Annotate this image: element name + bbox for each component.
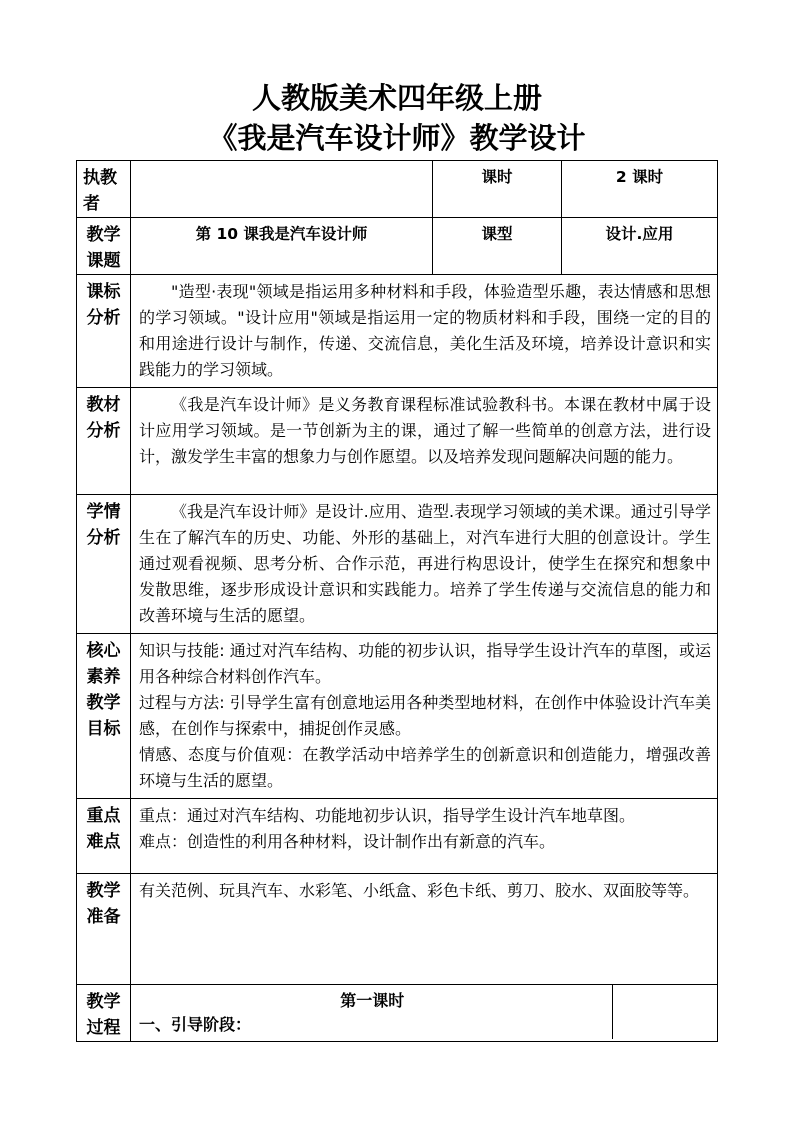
standards-label — [77, 275, 131, 388]
table-row-keypoints — [77, 799, 718, 874]
keypoints-label-a: 重点 — [86, 806, 121, 826]
period-label: 课时 — [433, 161, 562, 218]
standards-text: "造型·表现"领域是指运用多种材料和手段，体验造型乐趣，表达情感和思想的学习领域。"设计应用"领域是指运用一定的物质材料和手段，围绕一定的目的和用途进行设计与制作，传递、交流信息，美化生活及环境，培养设计意识和实践能力的学习领域。 — [139, 282, 711, 379]
table-row-goals — [77, 634, 718, 799]
standards-label-a: 课标 — [86, 282, 121, 302]
teacher-value — [131, 161, 433, 218]
students-label-b: 分析 — [86, 528, 121, 548]
goals-label-b: 素养 — [86, 667, 121, 687]
keypoint-difficulty: 难点：创造性的利用各种材料，设计制作出有新意的汽车。 — [139, 832, 556, 851]
type-label: 课型 — [433, 218, 562, 275]
preparation-text-cell — [131, 874, 718, 985]
stage-heading: 一、引导阶段： — [139, 1015, 252, 1034]
students-label-a: 学情 — [86, 502, 121, 522]
topic-label — [77, 218, 131, 275]
process-label-b: 过程 — [86, 1018, 121, 1038]
table-row-teacher — [77, 161, 718, 218]
session-heading: 第一课时 — [340, 991, 405, 1010]
keypoints-label — [77, 799, 131, 874]
doc-subtitle: 《我是汽车设计师》教学设计 — [208, 121, 586, 155]
students-label — [77, 495, 131, 634]
type-value: 设计.应用 — [562, 218, 718, 275]
table-row-standards — [77, 275, 718, 388]
table-row-process — [77, 985, 718, 1042]
standards-text-cell — [131, 275, 718, 388]
process-label — [77, 985, 131, 1042]
preparation-label-a: 教学 — [86, 881, 121, 901]
table-row-textbook — [77, 388, 718, 495]
goals-label-a: 核心 — [86, 641, 121, 661]
lesson-plan-table — [76, 160, 718, 1042]
doc-title: 人教版美术四年级上册 — [251, 81, 542, 115]
process-label-a: 教学 — [86, 992, 121, 1012]
topic-label-a: 教学 — [86, 225, 121, 245]
table-row-preparation — [77, 874, 718, 985]
table-row-topic — [77, 218, 718, 275]
goal-item-attitude: 情感、态度与价值观：在教学活动中培养学生的创新意识和创造能力，增强改善环境与生活的愿望。 — [139, 745, 711, 790]
textbook-label-a: 教材 — [86, 395, 121, 415]
goal-item-knowledge: 知识与技能: 通过对汽车结构、功能的初步认识，指导学生设计汽车的草图，或运用各种综合材料创作汽车。 — [139, 641, 711, 686]
topic-label-b: 课题 — [86, 251, 121, 271]
textbook-text-cell — [131, 388, 718, 495]
standards-label-b: 分析 — [86, 308, 121, 328]
keypoints-label-b: 难点 — [86, 832, 121, 852]
preparation-label-b: 准备 — [86, 907, 121, 927]
period-value: 2 课时 — [562, 161, 718, 218]
table-row-students — [77, 495, 718, 634]
goals-label-c: 教学 — [86, 693, 121, 713]
teacher-label — [77, 161, 131, 218]
students-text: 《我是汽车设计师》是设计.应用、造型.表现学习领域的美术课。通过引导学生在了解汽车的历史、功能、外形的基础上，对汽车进行大胆的创意设计。学生通过观看视频、思考分析、合作示范，再进行构思设计，使学生在探究和想象中发散思维，逐步形成设计意识和实践能力。培养了学生传递与交流信息的能力和改善环境与生活的愿望。 — [139, 502, 711, 625]
process-inner-table — [131, 985, 717, 1039]
preparation-text: 有关范例、玩具汽车、水彩笔、小纸盒、彩色卡纸、剪刀、胶水、双面胶等等。 — [139, 881, 700, 900]
students-text-cell — [131, 495, 718, 634]
textbook-label — [77, 388, 131, 495]
goals-label-d: 目标 — [86, 719, 121, 739]
topic-value: 第 10 课我是汽车设计师 — [131, 218, 433, 275]
keypoint-focus: 重点：通过对汽车结构、功能地初步认识，指导学生设计汽车地草图。 — [139, 806, 636, 825]
preparation-label — [77, 874, 131, 985]
goal-item-process: 过程与方法: 引导学生富有创意地运用各种类型地材料，在创作中体验设计汽车美感，在创作与探索中，捕捉创作灵感。 — [139, 693, 711, 738]
keypoints-text-cell — [131, 799, 718, 874]
textbook-text: 《我是汽车设计师》是义务教育课程标准试验教科书。本课在教材中属于设计应用学习领域。是一节创新为主的课，通过了解一些简单的创意方法，进行设计，激发学生丰富的想象力与创作愿望。以及培养发现问题解决问题的能力。 — [139, 395, 711, 466]
process-content-cell — [131, 985, 718, 1042]
textbook-label-b: 分析 — [86, 421, 121, 441]
process-notes-cell — [612, 985, 717, 1039]
process-session-cell — [131, 985, 612, 1039]
goals-text-cell — [131, 634, 718, 799]
goals-label — [77, 634, 131, 799]
teacher-label-text: 执教者 — [83, 168, 117, 214]
